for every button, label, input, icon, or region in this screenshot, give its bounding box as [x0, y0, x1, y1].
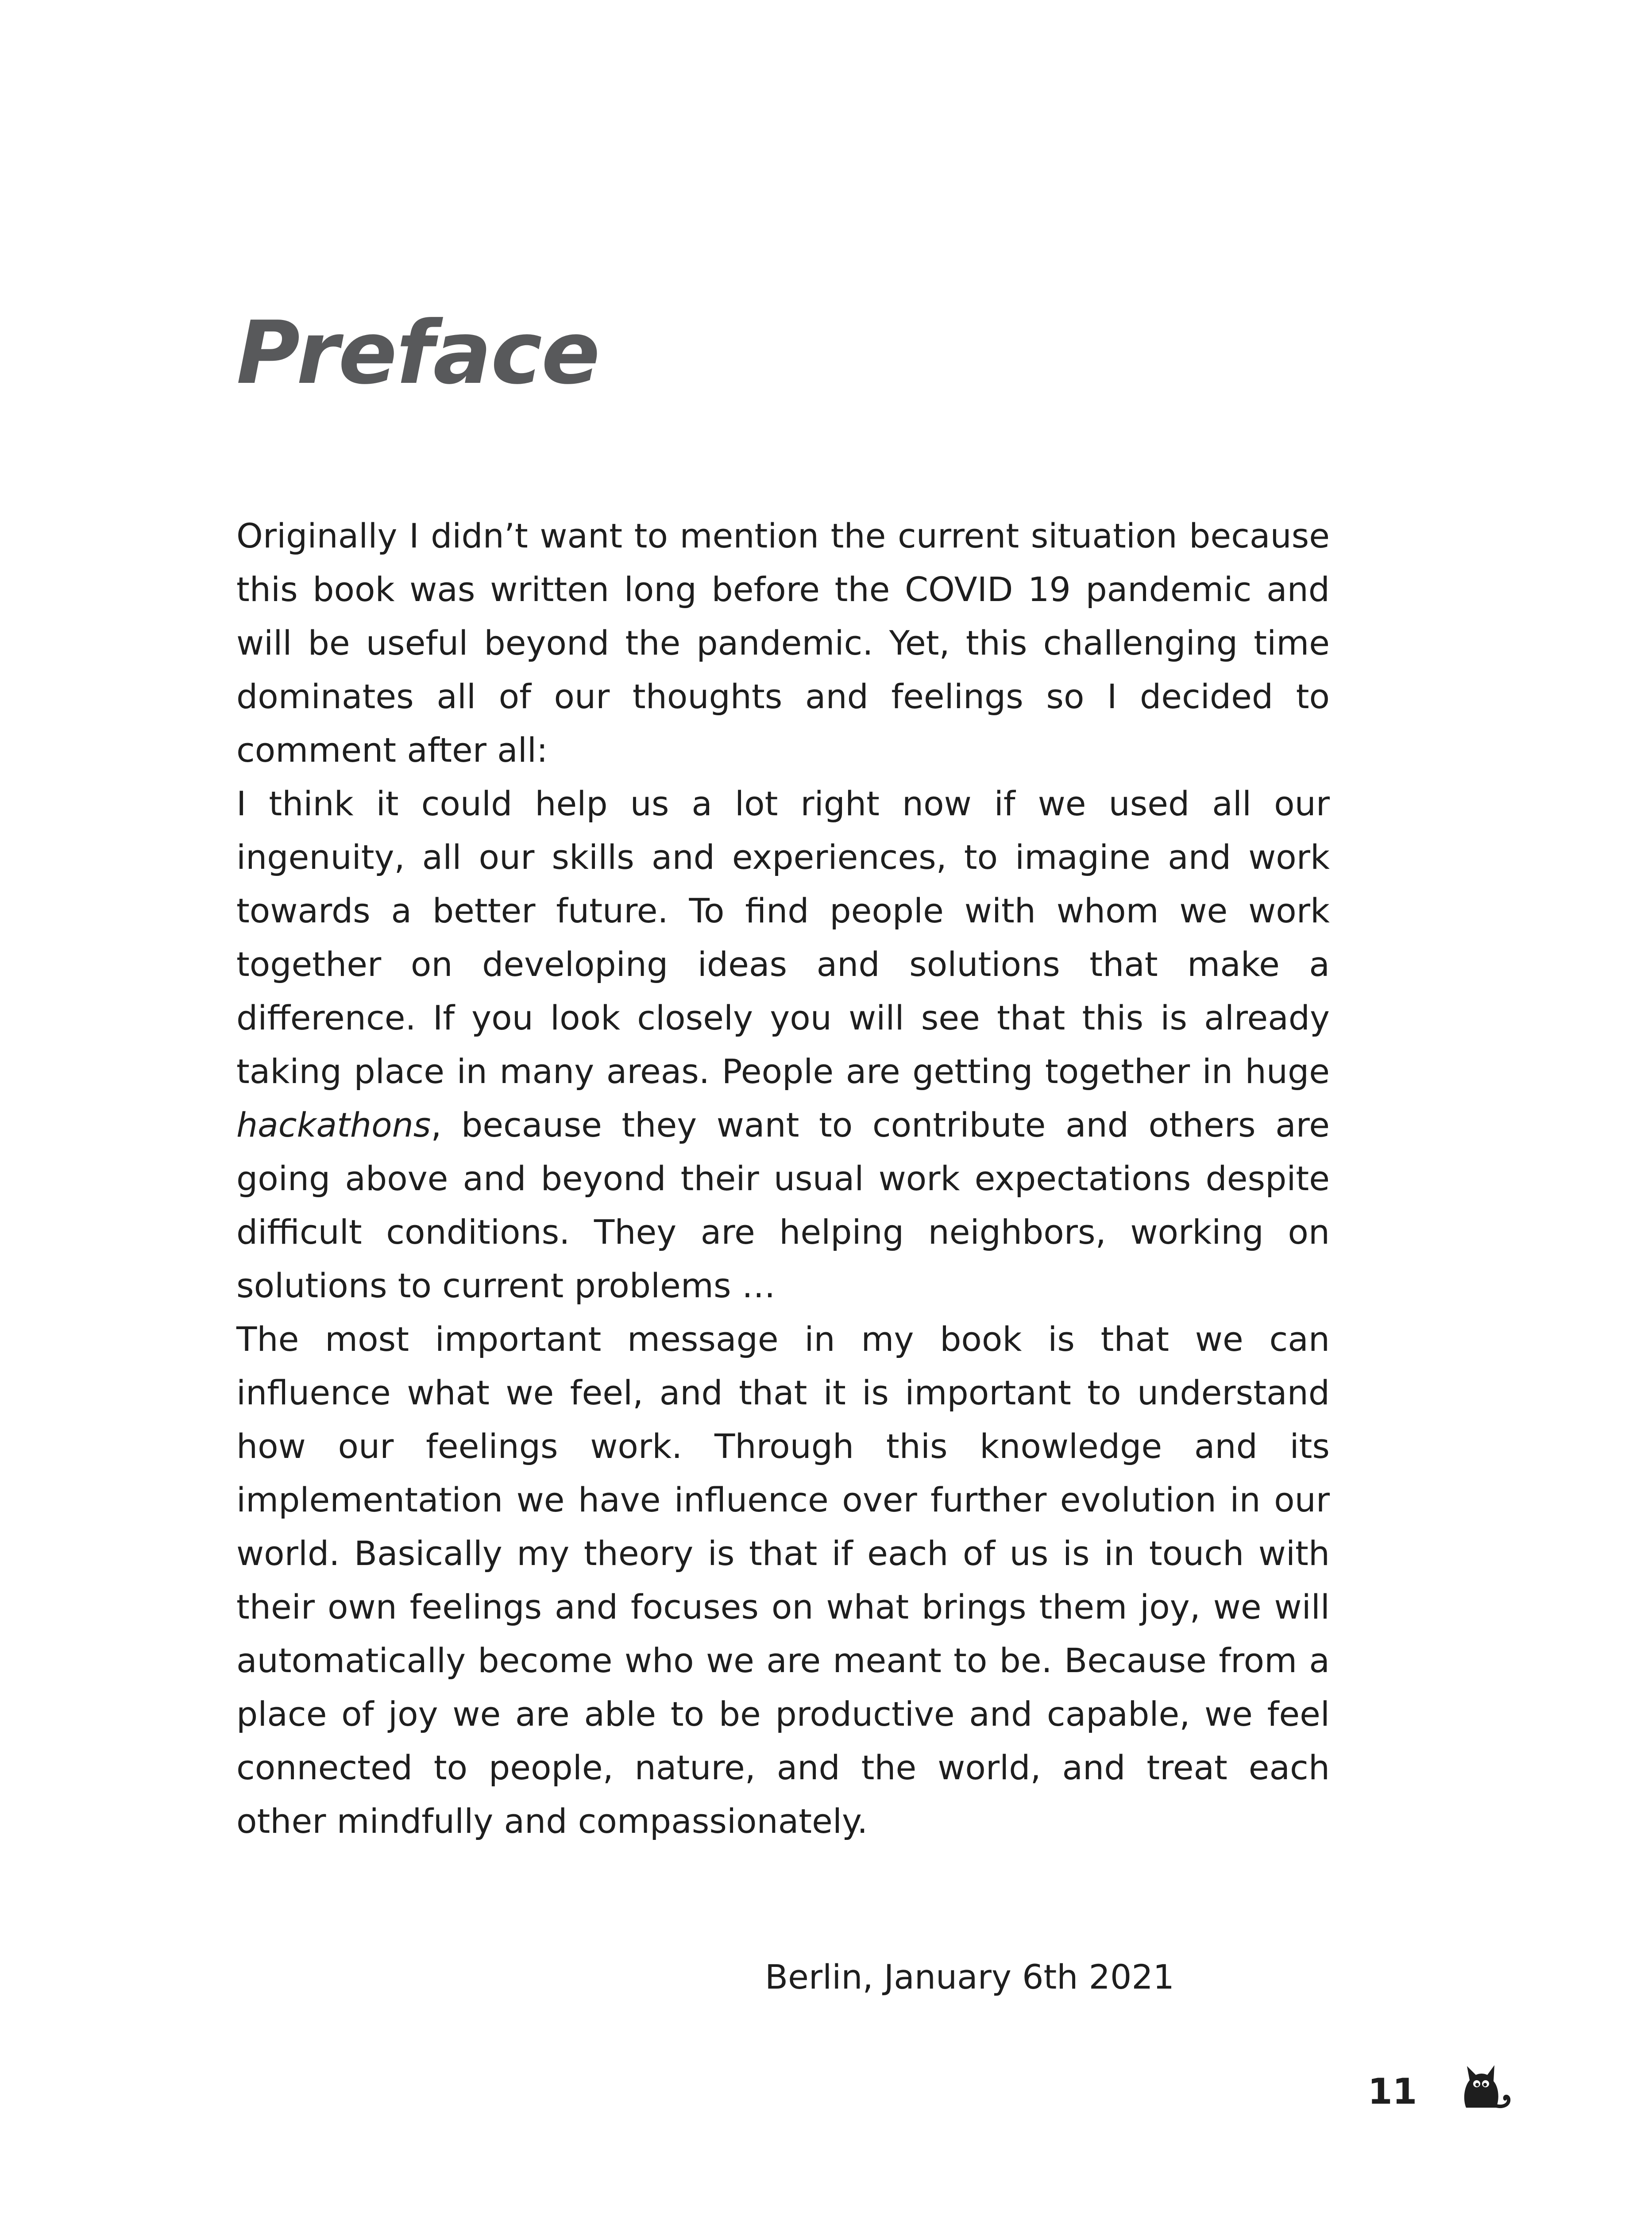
paragraph-2-start: I think it could help us a lot right now if we used all our ingenuity, all our skills and experiences, to imagine and work towards a better future. To find people with whom we work together on developing ideas and solutions that make a difference. If you look closely you will see that this is already taking place in many areas. People are getting together in huge: [236, 784, 1330, 1091]
hackathons-emphasis: hackathons: [236, 1105, 431, 1145]
paragraph-3: The most important message in my book is that we can influence what we feel, and that it is important to understand how our feelings work. Through this knowledge and its implementation we have influence over further evolution in our world. Basically my theory is that if each of us is in touch with their own feelings and focuses on what brings them joy, we will automatically become who we are meant to be. Because from a place of joy we are able to be productive and capable, we feel connected to people, nature, and the world, and treat each other mindfully and compassionately.: [236, 1319, 1330, 1841]
place-date-signature: Berlin, January 6th 2021: [765, 1957, 1175, 1997]
cat-mascot-icon: [1456, 2058, 1514, 2116]
paragraph-1: Originally I didn’t want to mention the current situation because this book was written long before the COVID 19 pandemic and will be useful beyond the pandemic. Yet, this challenging time dominates all of our thoughts and feelings so I decided to comment after all:: [236, 516, 1330, 770]
page-title: Preface: [236, 303, 599, 404]
page-number: 11: [1368, 2071, 1417, 2112]
paragraph-2: [236, 777, 1330, 1312]
preface-body: [236, 509, 1330, 1848]
paragraph-2-end: , because they want to contribute and others are going above and beyond their usual work expectations despite difficult conditions. They are helping neighbors, working on solutions to current problems …: [236, 1105, 1330, 1305]
